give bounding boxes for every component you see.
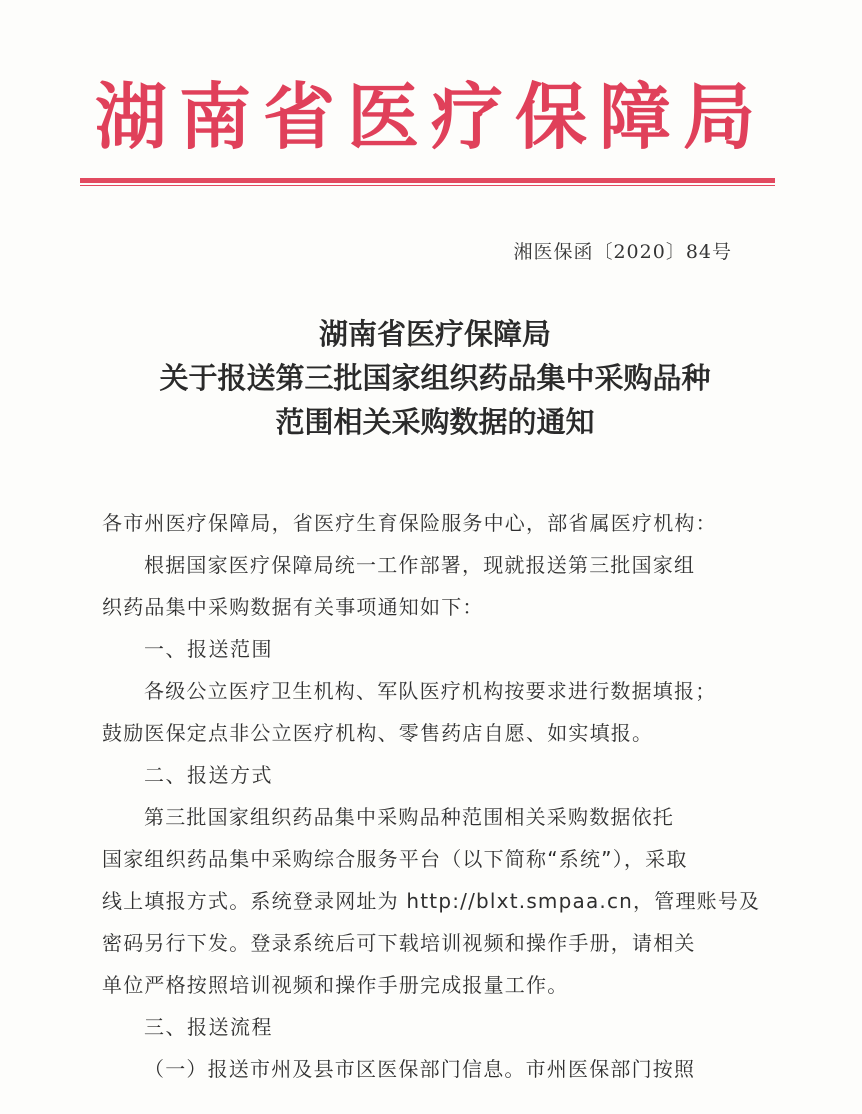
section-2-line-2: 国家组织药品集中采购综合服务平台（以下简称“系统”），采取 [102, 847, 688, 871]
document-number: 湘医保函〔2020〕84号 [513, 241, 732, 263]
letterhead-rule-thin [80, 185, 775, 186]
section-1-line-1: 各级公立医疗卫生机构、军队医疗机构按要求进行数据填报； [144, 679, 717, 703]
section-1-line-2: 鼓励医保定点非公立医疗机构、零售药店自愿、如实填报。 [102, 721, 654, 745]
section-2-line-3: 线上填报方式。系统登录网址为 http://blxt.smpaa.cn，管理账号及 [102, 889, 761, 913]
salutation: 各市州医疗保障局，省医疗生育保险服务中心，部省属医疗机构： [102, 511, 717, 535]
section-2-line-4: 密码另行下发。登录系统后可下载培训视频和操作手册，请相关 [102, 931, 696, 955]
intro-line-1: 根据国家医疗保障局统一工作部署，现就报送第三批国家组 [144, 553, 696, 577]
title-line-2: 关于报送第三批国家组织药品集中采购品种 [159, 361, 711, 395]
organization-letterhead: 湖南省医疗保障局 [95, 74, 768, 159]
section-2-line-5: 单位严格按照培训视频和操作手册完成报量工作。 [102, 973, 569, 997]
section-1-heading: 一、报送范围 [144, 637, 273, 661]
section-2-line-1: 第三批国家组织药品集中采购品种范围相关采购数据依托 [144, 805, 674, 829]
title-line-1: 湖南省医疗保障局 [318, 317, 551, 351]
title-line-3: 范围相关采购数据的通知 [275, 405, 595, 439]
section-2-heading: 二、报送方式 [144, 763, 273, 787]
document-title [90, 312, 780, 444]
section-3-heading: 三、报送流程 [144, 1015, 273, 1039]
intro-line-2: 织药品集中采购数据有关事项通知如下： [102, 595, 484, 619]
document-body [102, 502, 762, 1090]
section-3-line-1: （一）报送市州及县市区医保部门信息。市州医保部门按照 [144, 1057, 696, 1081]
letterhead-rule-thick [80, 178, 775, 183]
